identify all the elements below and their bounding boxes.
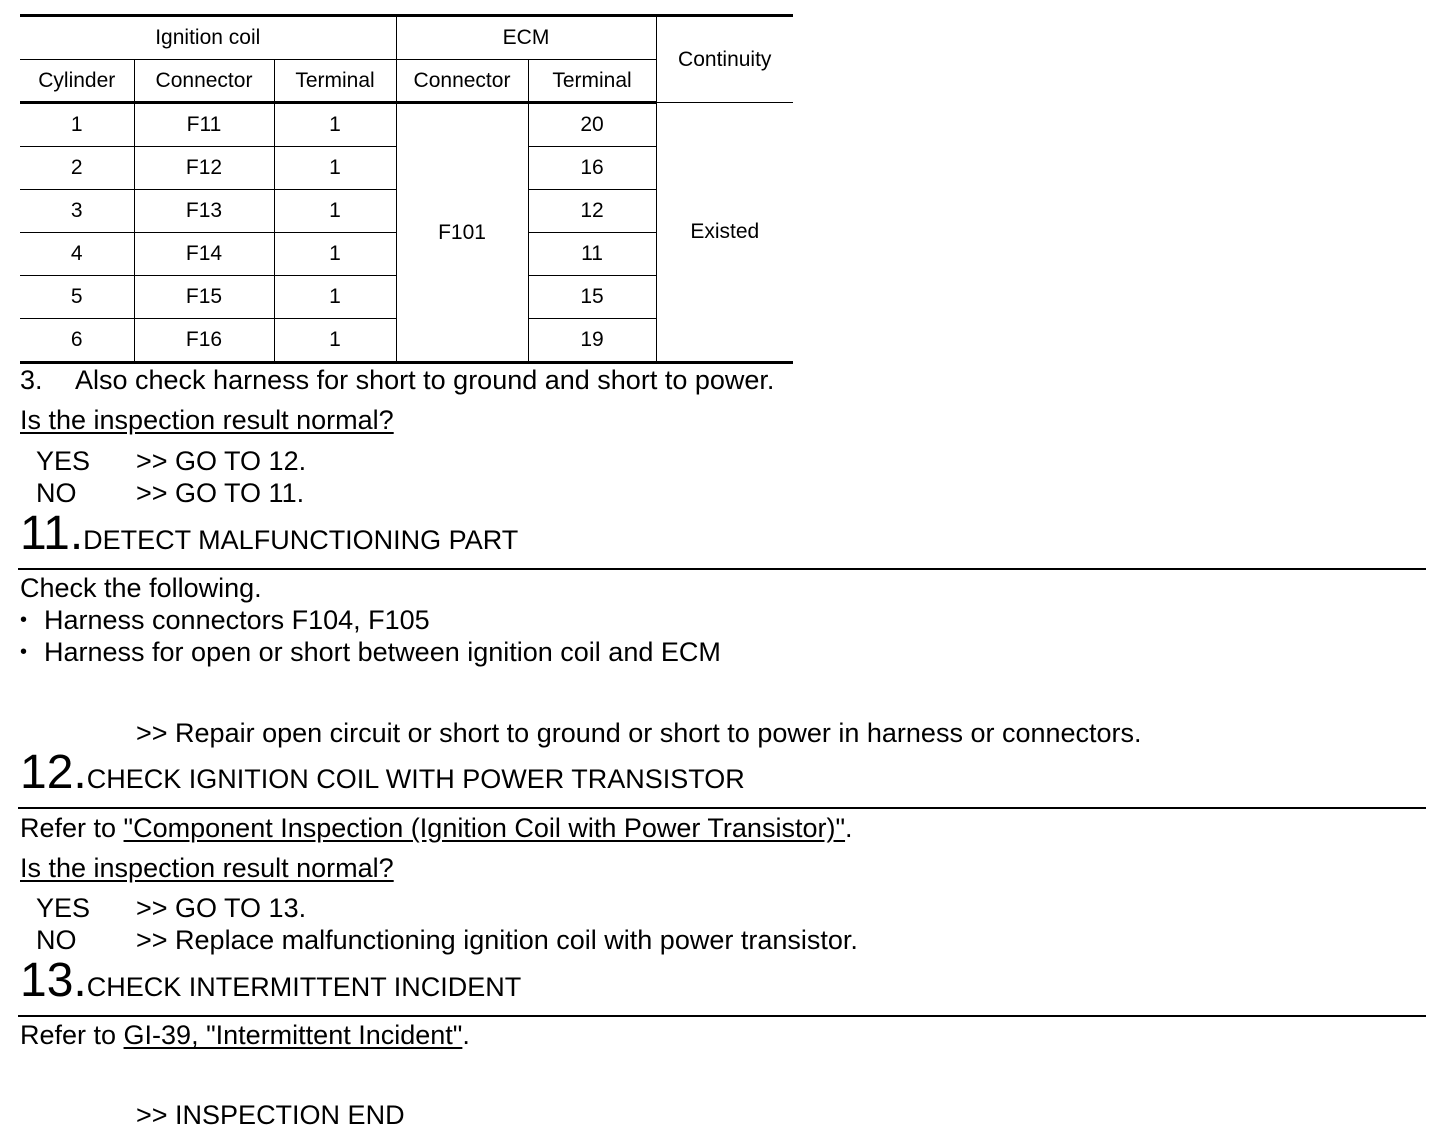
cell-ecm-terminal: 20 [528, 103, 656, 147]
no-action: >> GO TO 11. [136, 478, 305, 508]
step-12-title: CHECK IGNITION COIL WITH POWER TRANSISTOR [86, 764, 745, 794]
step-11-title: DETECT MALFUNCTIONING PART [83, 525, 519, 555]
cell-coil-terminal: 1 [274, 233, 396, 276]
option-no-step10 [36, 477, 304, 509]
item-3 [20, 364, 774, 396]
intermittent-incident-link[interactable]: GI-39, "Intermittent Incident" [123, 1020, 463, 1050]
yes-action: >> GO TO 13. [136, 893, 307, 923]
question-step12[interactable]: Is the inspection result normal? [20, 853, 394, 883]
refer-prefix: Refer to [20, 813, 124, 843]
option-yes-step10 [36, 445, 306, 477]
no-label: NO [36, 478, 77, 508]
step-13-action: >> INSPECTION END [136, 1100, 405, 1130]
cell-continuity: Existed [656, 103, 793, 363]
cell-cylinder: 1 [20, 103, 134, 147]
option-yes-step12 [36, 892, 306, 924]
cell-cylinder: 3 [20, 190, 134, 233]
cell-ecm-terminal: 12 [528, 190, 656, 233]
cell-coil-connector: F11 [134, 103, 274, 147]
refer-prefix: Refer to [20, 1020, 124, 1050]
option-no-step12 [36, 924, 858, 956]
cell-cylinder: 4 [20, 233, 134, 276]
cell-coil-terminal: 1 [274, 190, 396, 233]
step-11-number: 11. [20, 507, 84, 560]
header-ecm: ECM [396, 16, 656, 60]
header-coil-terminal: Terminal [274, 60, 396, 103]
continuity-table [20, 14, 793, 364]
bullet-mark: • [20, 609, 28, 631]
step-11-action: >> Repair open circuit or short to ground or short to power in harness or connectors. [136, 718, 1142, 748]
cell-coil-connector: F12 [134, 147, 274, 190]
cell-coil-terminal: 1 [274, 319, 396, 363]
step-13-title: CHECK INTERMITTENT INCIDENT [86, 972, 522, 1002]
header-ecm-terminal: Terminal [528, 60, 656, 103]
component-inspection-link[interactable]: "Component Inspection (Ignition Coil with Power Transistor)" [123, 813, 846, 843]
cell-ecm-terminal: 16 [528, 147, 656, 190]
cell-coil-connector: F13 [134, 190, 274, 233]
cell-coil-connector: F14 [134, 233, 274, 276]
header-coil-connector: Connector [134, 60, 274, 103]
step-12-refer [20, 812, 853, 844]
step-12-heading [20, 746, 745, 799]
step-11-divider [18, 568, 1426, 570]
item-3-number: 3. [20, 365, 43, 395]
yes-action: >> GO TO 12. [136, 446, 307, 476]
yes-label: YES [36, 893, 91, 923]
table-row [20, 103, 793, 147]
cell-cylinder: 5 [20, 276, 134, 319]
question-step10[interactable]: Is the inspection result normal? [20, 405, 394, 435]
bullet-text: Harness for open or short between ignition coil and ECM [44, 637, 721, 667]
header-ecm-connector: Connector [396, 60, 528, 103]
cell-cylinder: 6 [20, 319, 134, 363]
list-item [20, 604, 430, 636]
bullet-text: Harness connectors F104, F105 [44, 605, 430, 635]
cell-ecm-terminal: 19 [528, 319, 656, 363]
header-ignition-coil: Ignition coil [20, 16, 396, 60]
step-13-refer [20, 1019, 470, 1051]
step-12-divider [18, 807, 1426, 809]
cell-coil-connector: F15 [134, 276, 274, 319]
header-continuity: Continuity [656, 16, 793, 103]
cell-coil-connector: F16 [134, 319, 274, 363]
yes-label: YES [36, 446, 91, 476]
step-11-heading [20, 507, 519, 560]
cell-coil-terminal: 1 [274, 147, 396, 190]
refer-suffix: . [845, 813, 853, 843]
refer-suffix: . [462, 1020, 470, 1050]
step-13-heading [20, 954, 522, 1007]
cell-ecm-terminal: 15 [528, 276, 656, 319]
step-12-number: 12. [20, 746, 87, 799]
step-13-divider [18, 1015, 1426, 1017]
list-item [20, 636, 721, 668]
no-action: >> Replace malfunctioning ignition coil with power transistor. [136, 925, 858, 955]
no-label: NO [36, 925, 77, 955]
step-11-intro: Check the following. [20, 573, 262, 603]
header-cylinder: Cylinder [20, 60, 134, 103]
bullet-mark: • [20, 641, 28, 663]
step-13-number: 13. [20, 954, 87, 1007]
cell-cylinder: 2 [20, 147, 134, 190]
cell-ecm-connector: F101 [396, 103, 528, 363]
cell-coil-terminal: 1 [274, 276, 396, 319]
cell-coil-terminal: 1 [274, 103, 396, 147]
item-3-text: Also check harness for short to ground and short to power. [75, 365, 775, 395]
cell-ecm-terminal: 11 [528, 233, 656, 276]
